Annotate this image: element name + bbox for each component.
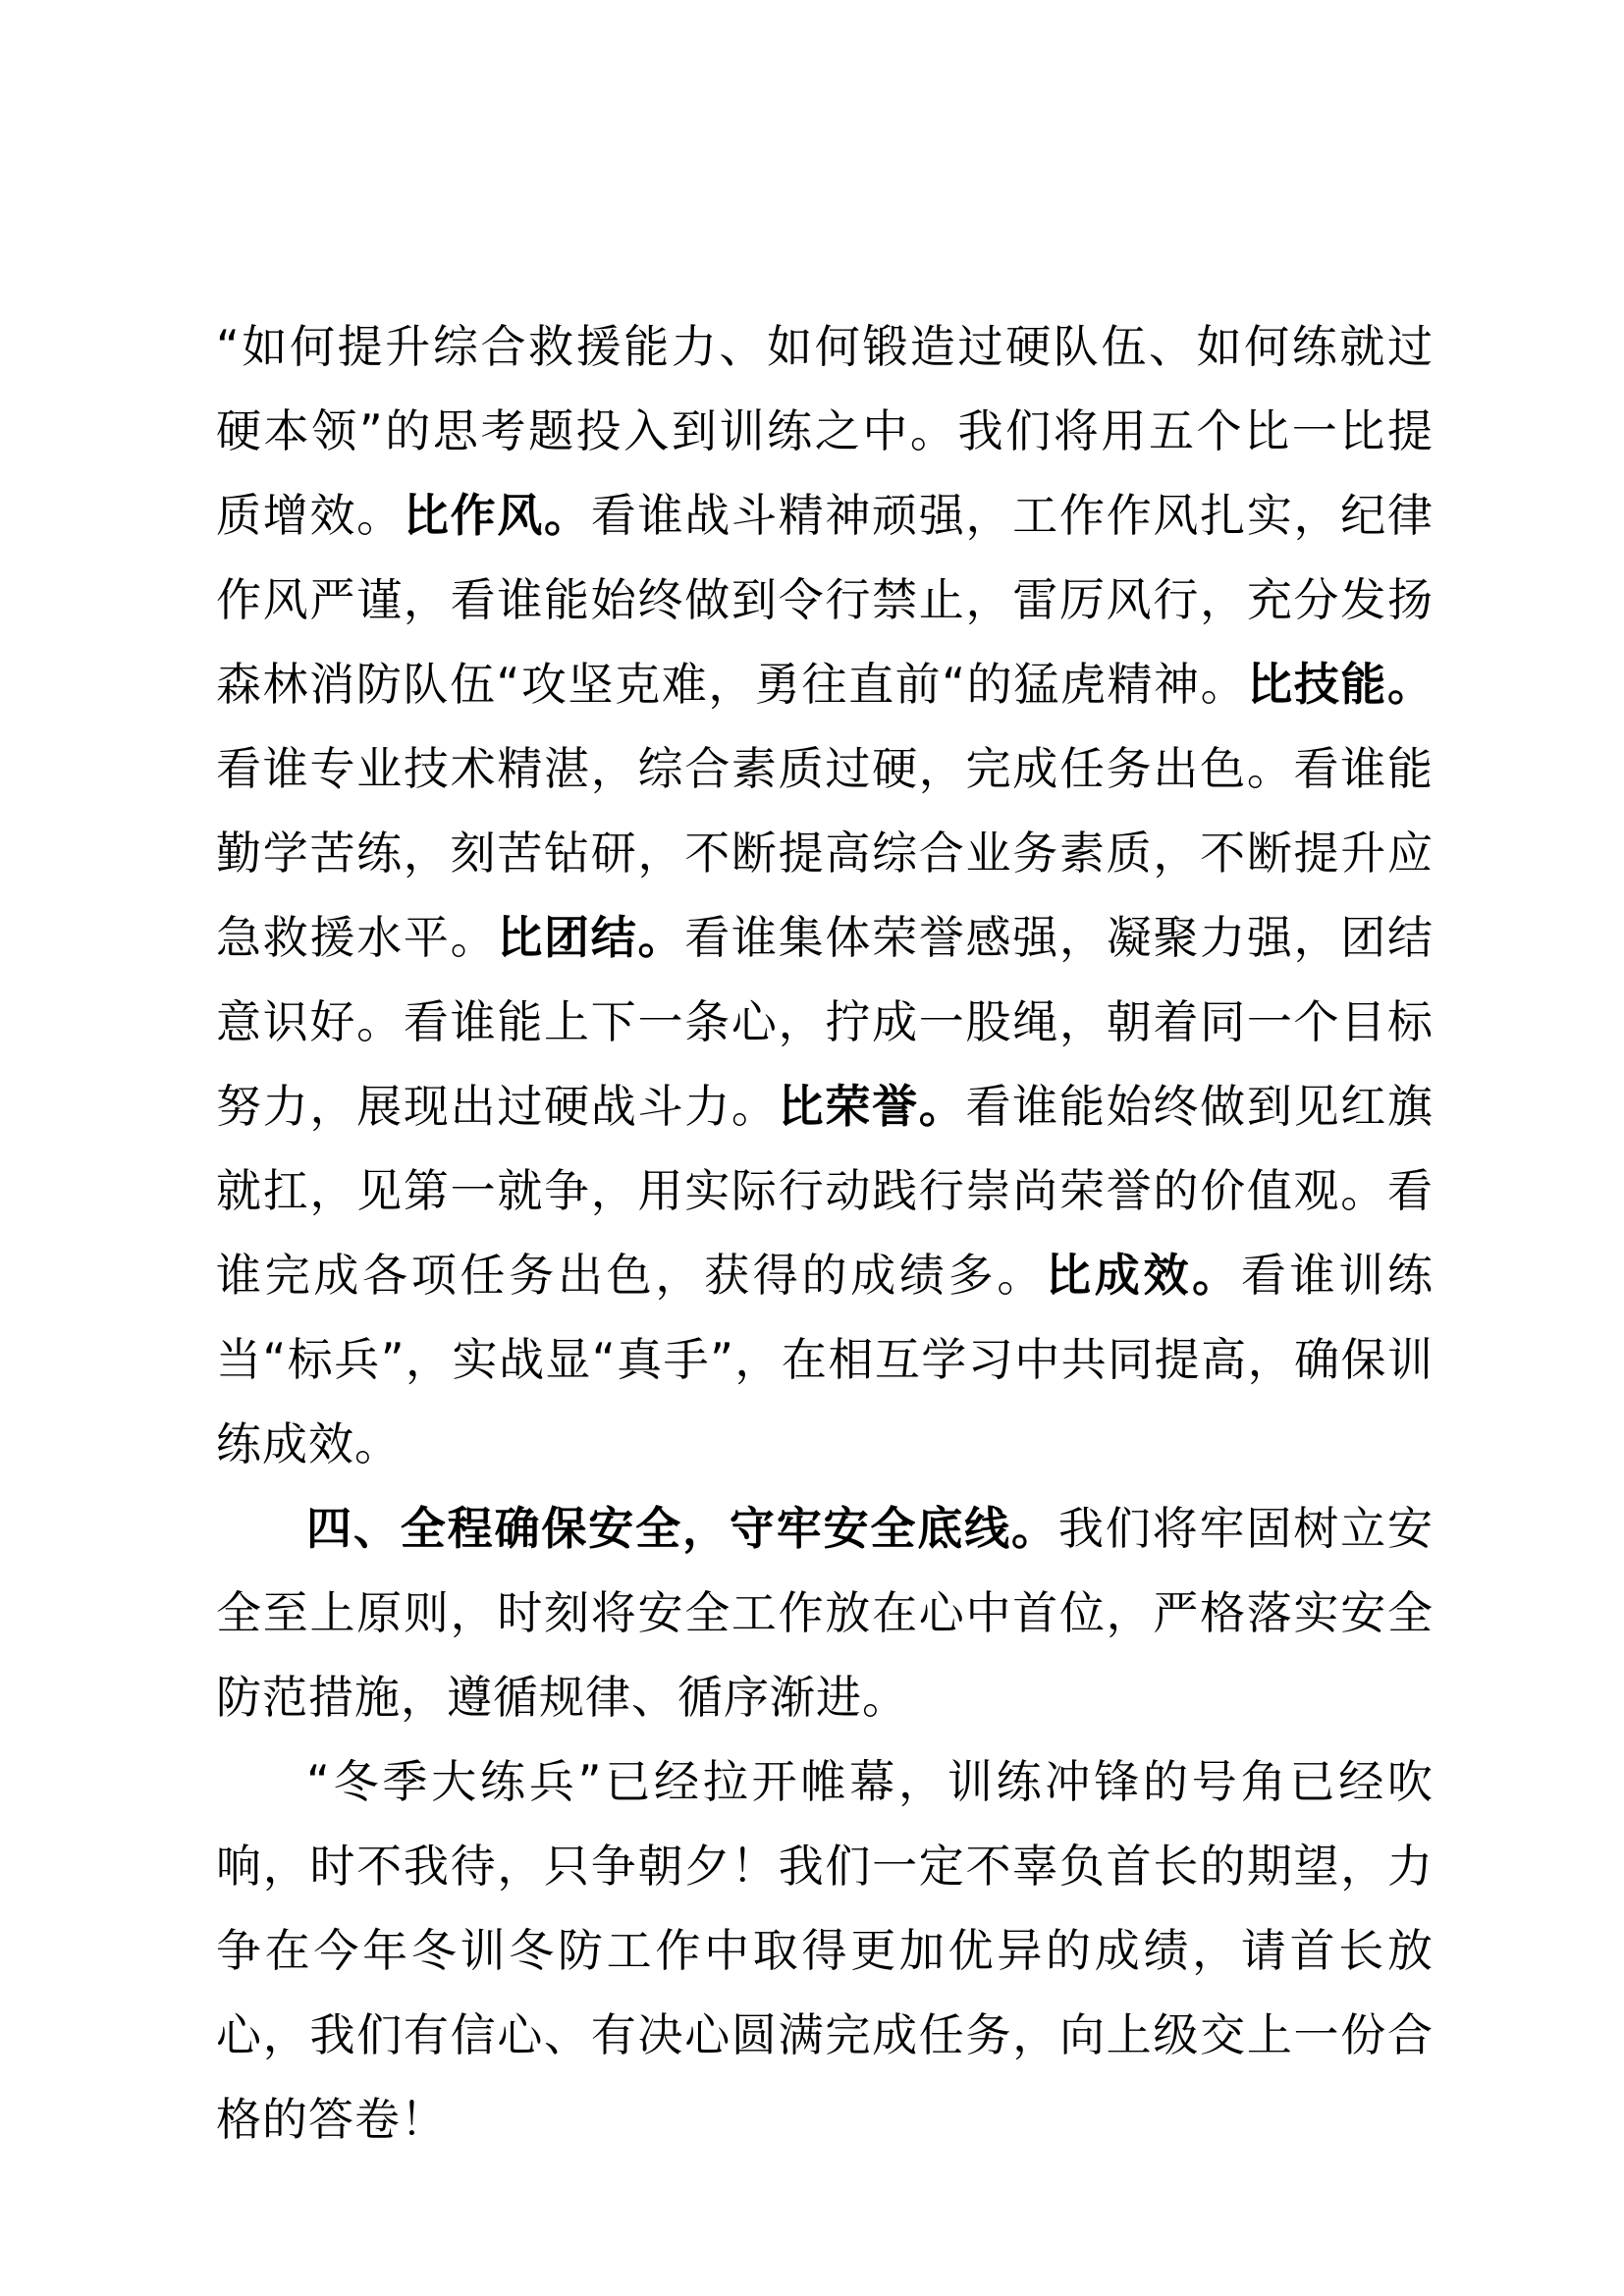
text-run: “冬季大练兵”已经拉开帷幕，训练冲锋的号角已经吹响，时不我待，只争朝夕！我们一定不辜负首长的期望，力争在今年冬训冬防工作中取得更加优异的成绩，请首长放心，我们有信心、有决心圆满完成任务，向上级交上一份合格的答卷！: [216, 1755, 1434, 2146]
heading-work-style: 比作风。: [403, 489, 591, 542]
paragraph-closing: [216, 1739, 1434, 2162]
text-run: 看谁能始终做到见红旗就扛，见第一就争，用实际行动践行崇尚荣誉的价值观。看谁完成各项任务出色，获得的成绩多。: [216, 1080, 1435, 1302]
document-body: [216, 304, 1434, 2162]
heading-honor: 比荣誉。: [778, 1080, 966, 1133]
text-run: 看谁战斗精神顽强，工作作风扎实，纪律作风严谨，看谁能始终做到令行禁止，雷厉风行，充分发扬森林消防队伍“攻坚克难，勇往直前“的猛虎精神。: [216, 489, 1435, 711]
text-run: 看谁集体荣誉感强，凝聚力强，团结意识好。看谁能上下一条心，拧成一股绳，朝着同一个目标努力，展现出过硬战斗力。: [216, 911, 1435, 1133]
paragraph-safety: [216, 1486, 1434, 1739]
paragraph-five-comparisons: [216, 304, 1434, 1486]
text-run: “如何提升综合救援能力、如何锻造过硬队伍、如何练就过硬本领”的思考题投入到训练之中。我们将用五个比一比提质增效。: [216, 320, 1434, 542]
section-heading-safety: 四、全程确保安全，守牢安全底线。: [306, 1502, 1058, 1555]
heading-effectiveness: 比成效。: [1046, 1249, 1241, 1302]
text-run: 看谁训练当“标兵”，实战显“真手”，在相互学习中共同提高，确保训练成效。: [216, 1249, 1435, 1470]
text-run: 看谁专业技术精湛，综合素质过硬，完成任务出色。看谁能勤学苦练，刻苦钻研，不断提高综合业务素质，不断提升应急救援水平。: [216, 742, 1434, 964]
heading-unity: 比团结。: [497, 911, 685, 964]
heading-skills: 比技能。: [1247, 658, 1435, 711]
text-run: 我们将牢固树立安全至上原则，时刻将安全工作放在心中首位，严格落实安全防范措施，遵循规律、循序渐进。: [216, 1502, 1435, 1724]
